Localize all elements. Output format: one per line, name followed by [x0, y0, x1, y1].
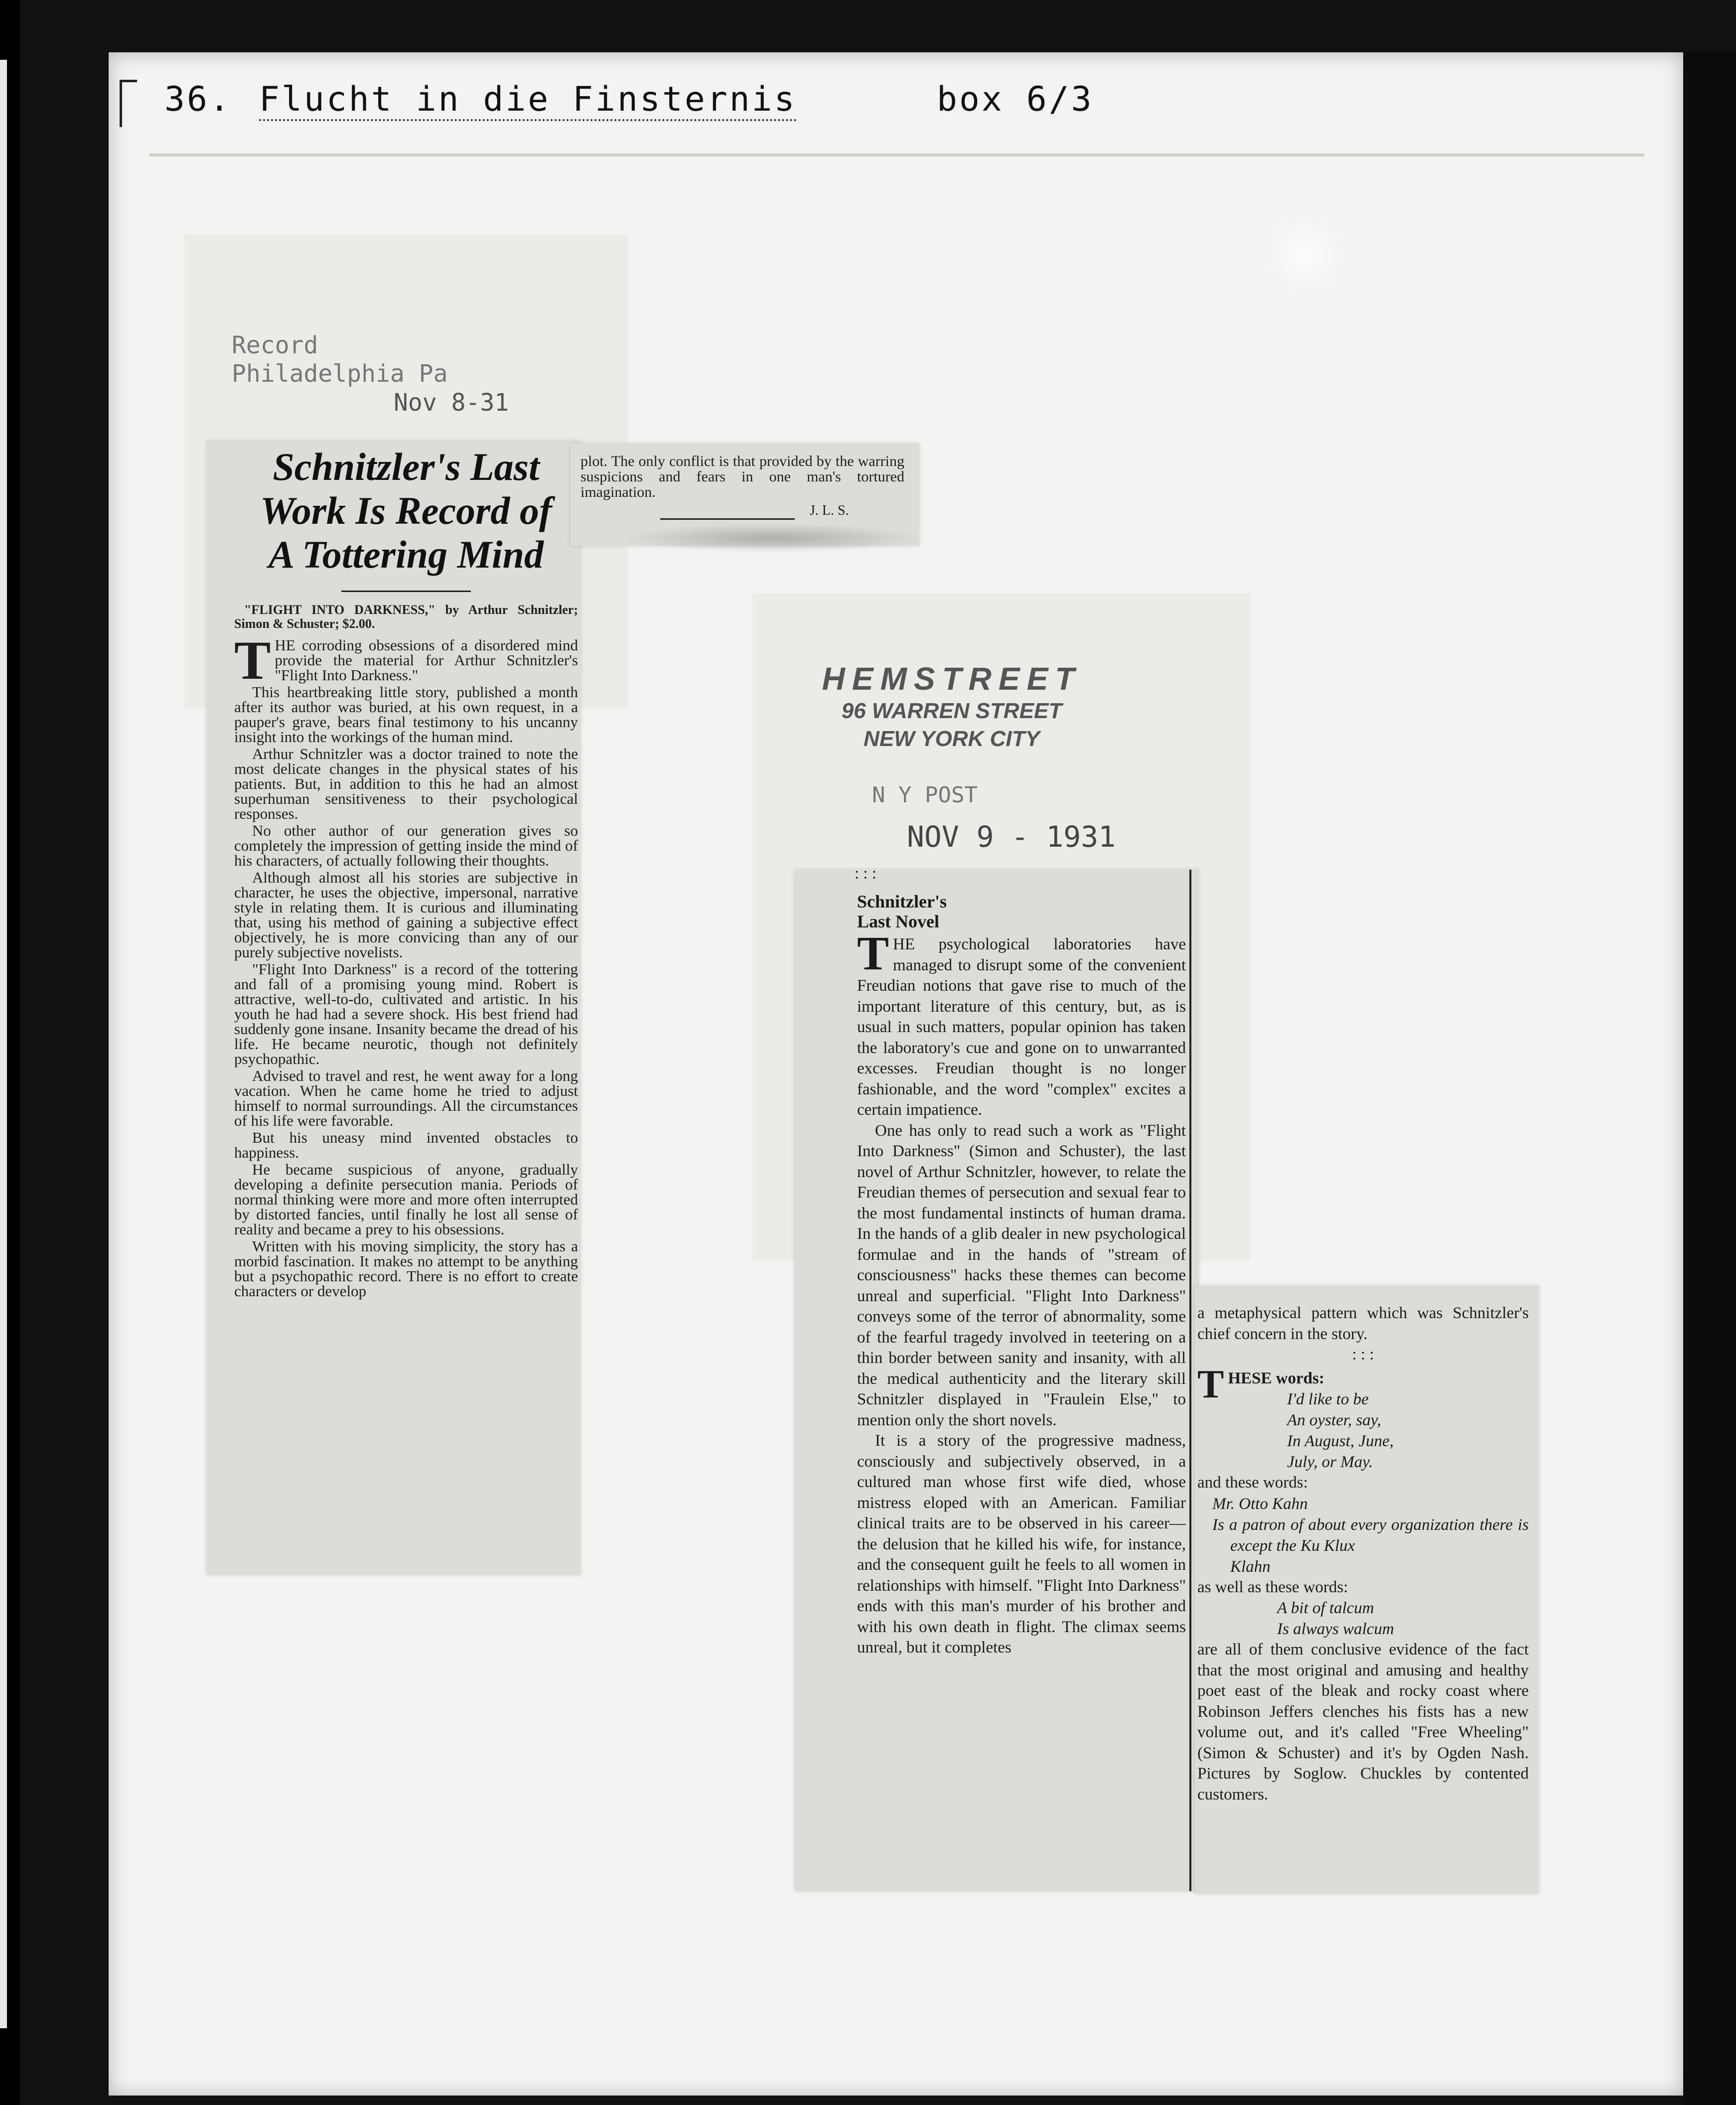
- poem-1: [1287, 1389, 1529, 1473]
- para-6: "Flight Into Darkness" is a record of the tottering and fall of a promising young mind. Robert is attractive, well-to-do, cultivated and artistic. In his youth he had had a severe shock. His best friend had suddenly gone insane. Insanity became the dread of his life. He became neurotic, though not definitely psychopathic.: [234, 960, 578, 1067]
- poem1-line1: I'd like to be: [1287, 1390, 1369, 1408]
- column-rule: [1189, 870, 1191, 1891]
- headline-line3: A Tottering Mind: [269, 533, 544, 576]
- source-line1: Record: [232, 331, 318, 359]
- left-clipping: [207, 441, 580, 1575]
- para-7: Advised to travel and rest, he went away for a long vacation. When he came home he tried to adjust himself to normal surroundings. All the circumstances of his life were favorable.: [234, 1067, 578, 1129]
- dots-mid: : : :: [1352, 1346, 1374, 1363]
- headline-line1: Schnitzler's Last: [273, 445, 540, 488]
- these-cap: T: [1197, 1362, 1224, 1406]
- header-number: 36.: [164, 80, 232, 119]
- para-9: He became suspicious of anyone, gradually developing a definite persecution mania. Periods of normal thinking were more and more often interrupted by distorted fancies, until finally he lost all sense of reality and became a prey to his obsessions.: [234, 1161, 578, 1238]
- drop-cap: T: [234, 630, 271, 691]
- cont-body: [1197, 1303, 1529, 1805]
- book-line: "FLIGHT INTO DARKNESS," by Arthur Schnitzler; Simon & Schuster; $2.00.: [234, 602, 578, 631]
- para-10: Written with his moving simplicity, the story has a morbid fascination. It makes no attempt to be anything but a psychopathic record. There is no effort to create characters or develop: [234, 1237, 578, 1300]
- dots-top: : : :: [855, 865, 877, 883]
- poem1-line4: July, or May.: [1287, 1453, 1373, 1471]
- corner-mark: [120, 80, 137, 127]
- rpara-3: It is a story of the progressive madness, consciously and subjectively observed, in a cultured man whose first wife died, whose mistress eloped with an American. Familiar clinical traits are to be observed in his career—the delusion that he killed his wife, for instance, and the consequent guilt he feels to all women in relationships with himself. "Flight Into Darkness" ends with this man's murder of his brother and with his own death in flight. The climax seems unreal, but it completes: [857, 1432, 1186, 1656]
- rpara-2: One has only to read such a work as "Flight Into Darkness" (Simon and Schuster), the last novel of Arthur Schnitzler, however, to relate the Freudian themes of persecution and sexual fear to the most fundamental instincts of human drama. In the hands of a glib dealer in new psychological formulae and in the hands of "stream of consciousness" hacks these themes can become unreal and superficial. "Flight Into Darkness" conveys some of the terror of abnormality, some of the fearful tragedy involved in teetering on a thin border between sanity and insanity, with all the medical authenticity and the literary skill Schnitzler displayed in "Fraulein Else," to mention only the short novels.: [857, 1121, 1186, 1429]
- source-line2: Philadelphia Pa: [232, 360, 448, 388]
- para-2: This heartbreaking little story, published a month after its author was buried, at his own request, in a pauper's grave, bears final testimony to his uncanny insight into the workings of the human mind.: [234, 683, 578, 746]
- para-4: No other author of our generation gives so completely the impression of getting inside the mind of his characters, of actually following their thoughts.: [234, 822, 578, 869]
- header-rule: [149, 153, 1644, 156]
- press-stamp: [777, 660, 1126, 753]
- and-these: and these words:: [1197, 1474, 1308, 1492]
- poem-2: [1212, 1494, 1529, 1577]
- poem1-line2: An oyster, say,: [1287, 1411, 1381, 1429]
- article-title: [857, 892, 947, 931]
- para-3: Arthur Schnitzler was a doctor trained to note the most delicate changes in the physical states of his patients. But, in addition to this he had an almost superhuman sensitiveness to their psychological responses.: [234, 745, 578, 822]
- title-line2: Last Novel: [857, 911, 939, 931]
- these-words: HESE words:: [1228, 1369, 1324, 1387]
- title-line1: Schnitzler's: [857, 892, 947, 911]
- continuation-rule: [660, 518, 795, 520]
- right-continuation-clipping: [1195, 1286, 1539, 1894]
- poem2-line2: Is a patron of about every organization there is except the Ku Klux: [1212, 1515, 1529, 1555]
- para-5: Although almost all his stories are subjective in character, he uses the objective, impersonal, narrative style in relating them. It is curious and illuminating that, using his method of gaining a subjective effect objectively, he is more convicing than any of our purely subjective novelists.: [234, 869, 578, 961]
- fold-shadow: [623, 523, 922, 553]
- date-right: NOV 9 - 1931: [907, 820, 1116, 854]
- as-well: as well as these words:: [1197, 1578, 1348, 1596]
- rpara-1: HE psychological laboratories have managed to disrupt some of the convenient Freudian notions that gave rise to much of the important literature of this century, but, as is usual in such matters, popular opinion has taken the laboratory's cue and gone on to unwarranted excesses. Freudian thought is no longer fashionable, and the word "complex" excites a certain impatience.: [857, 935, 1186, 1119]
- cont-1: a metaphysical pattern which was Schnitzler's chief concern in the story.: [1197, 1304, 1529, 1343]
- film-border-right: [1683, 52, 1736, 2105]
- continuation-text: plot. The only conflict is that provided by the warring suspicions and fears in one man's tortured imagination.: [580, 453, 904, 500]
- poem-3: [1277, 1598, 1529, 1640]
- poem3-line2: Is always walcum: [1277, 1620, 1394, 1638]
- header-title: Flucht in die Finsternis: [259, 80, 797, 121]
- source-right: N Y POST: [872, 782, 978, 808]
- right-clipping: [795, 865, 1198, 1891]
- light-spot: [1266, 214, 1345, 294]
- drop-cap-right: T: [857, 926, 889, 980]
- poem1-line3: In August, June,: [1287, 1432, 1394, 1450]
- closing: are all of them conclusive evidence of the fact that the most original and amusing and healthy poet east of the bleak and rocky coast where Robinson Jeffers clenches his fists has a new volume out, and it's called "Free Wheeling" (Simon & Schuster) and it's by Ogden Nash. Pictures by Soglow. Chuckles by contented customers.: [1197, 1641, 1529, 1804]
- stamp-line3: NEW YORK CITY: [864, 727, 1040, 751]
- poem2-line1: Mr. Otto Kahn: [1212, 1495, 1308, 1513]
- article-body-left: [234, 630, 578, 1300]
- para-8: But his uneasy mind invented obstacles to happiness.: [234, 1129, 578, 1161]
- header-box: box 6/3: [937, 80, 1094, 119]
- headline-line2: Work Is Record of: [260, 489, 552, 532]
- para-1: HE corroding obsessions of a disordered mind provide the material for Arthur Schnitzler's "Flight Into Darkness.": [275, 636, 578, 684]
- stamp-line1: HEMSTREET: [822, 661, 1082, 697]
- poem2-line3: Klahn: [1230, 1557, 1271, 1576]
- headline-rule: [341, 591, 471, 592]
- adjacent-frame-edge: [0, 60, 7, 2028]
- signature: J. L. S.: [810, 503, 849, 518]
- stamp-line2: 96 WARREN STREET: [841, 699, 1062, 723]
- poem3-line1: A bit of talcum: [1277, 1599, 1374, 1617]
- source-date: Nov 8-31: [394, 389, 509, 417]
- article-body-right: [857, 926, 1186, 1658]
